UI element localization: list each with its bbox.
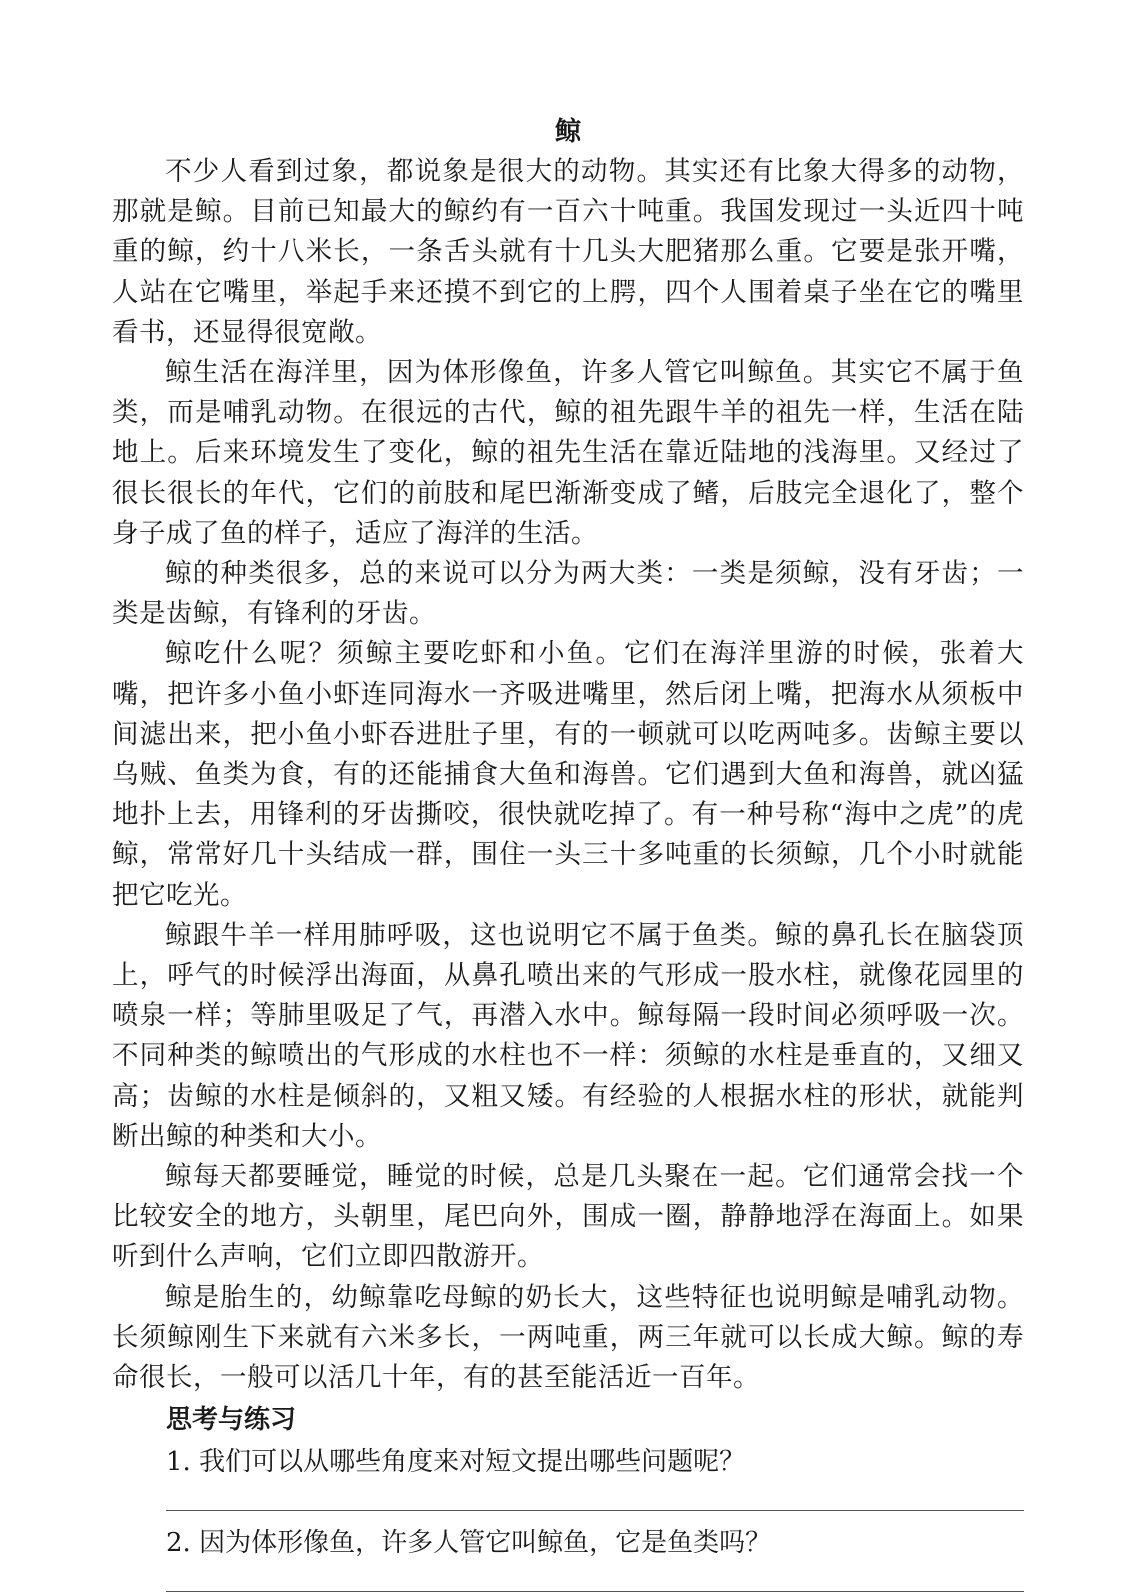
paragraph-7: 鲸是胎生的，幼鲸靠吃母鲸的奶长大，这些特征也说明鲸是哺乳动物。长须鲸刚生下来就有六米多长，一两吨重，两三年就可以长成大鲸。鲸的寿命很长，一般可以活几十年，有的甚至能活近一百年。 xyxy=(112,1281,1024,1394)
paragraph-2: 鲸生活在海洋里，因为体形像鱼，许多人管它叫鲸鱼。其实它不属于鱼类，而是哺乳动物。在很远的古代，鲸的祖先跟牛羊的祖先一样，生活在陆地上。后来环境发生了变化，鲸的祖先生活在靠近陆地的浅海里。又经过了很长很长的年代，它们的前肢和尾巴渐渐变成了鳍，后肢完全退化了，整个身子成了鱼的样子，适应了海洋的生活。 xyxy=(112,357,1024,549)
article-title: 鲸 xyxy=(554,117,581,147)
exercise-heading: 思考与练习 xyxy=(166,1405,297,1436)
paragraph-6: 鲸每天都要睡觉，睡觉的时候，总是几头聚在一起。它们通常会找一个比较安全的地方，头朝里，尾巴向外，围成一圈，静静地浮在海面上。如果听到什么声响，它们立即四散游开。 xyxy=(112,1161,1024,1273)
paragraph-4: 鲸吃什么呢？须鲸主要吃虾和小鱼。它们在海洋里游的时候，张着大嘴，把许多小鱼小虾连同海水一齐吸进嘴里，然后闭上嘴，把海水从须板中间滤出来，把小鱼小虾吞进肚子里，有的一顿就可以吃两吨多。齿鲸主要以乌贼、鱼类为食，有的还能捕食大鱼和海兽。它们遇到大鱼和海兽，就凶猛地扑上去，用锋利的牙齿撕咬，很快就吃掉了。有一种号称“海中之虎”的虎鲸，常常好几十头结成一群，围住一头三十多吨重的长须鲸，几个小时就能把它吃光。 xyxy=(112,638,1024,911)
paragraph-3: 鲸的种类很多，总的来说可以分为两大类：一类是须鲸，没有牙齿；一类是齿鲸，有锋利的牙齿。 xyxy=(112,558,1024,630)
document-page xyxy=(112,112,1024,1592)
paragraph-5: 鲸跟牛羊一样用肺呼吸，这也说明它不属于鱼类。鲸的鼻孔长在脑袋顶上，呼气的时候浮出海面，从鼻孔喷出来的气形成一股水柱，就像花园里的喷泉一样；等肺里吸足了气，再潜入水中。鲸每隔一段时间必须呼吸一次。不同种类的鲸喷出的气形成的水柱也不一样：须鲸的水柱是垂直的，又细又高；齿鲸的水柱是倾斜的，又粗又矮。有经验的人根据水柱的形状，就能判断出鲸的种类和大小。 xyxy=(112,919,1024,1152)
question-1: 1. 我们可以从哪些角度来对短文提出哪些问题呢？ xyxy=(166,1447,746,1478)
question-2: 2. 因为体形像鱼，许多人管它叫鲸鱼，它是鱼类吗？ xyxy=(166,1528,772,1559)
paragraph-1: 不少人看到过象，都说象是很大的动物。其实还有比象大得多的动物，那就是鲸。目前已知最大的鲸约有一百六十吨重。我国发现过一头近四十吨重的鲸，约十八米长，一条舌头就有十几头大肥猪那么重。它要是张开嘴，人站在它嘴里，举起手来还摸不到它的上腭，四个人围着桌子坐在它的嘴里看书，还显得很宽敞。 xyxy=(112,156,1024,348)
